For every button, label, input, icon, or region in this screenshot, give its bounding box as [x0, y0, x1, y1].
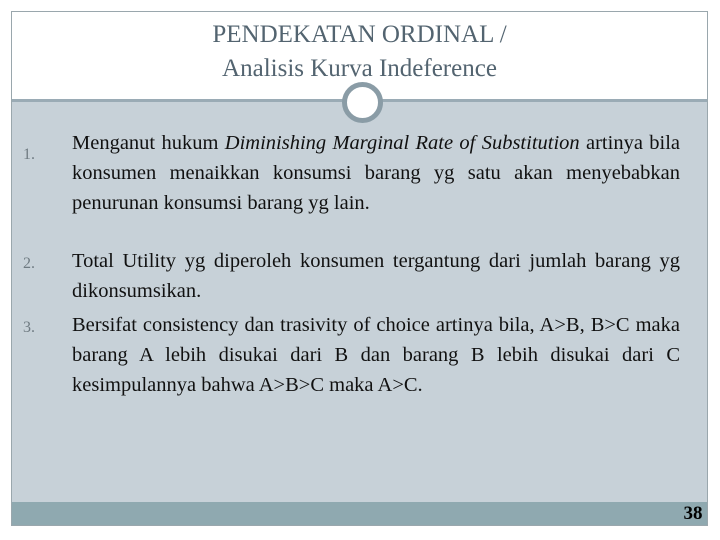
list-number-2: 2.: [23, 255, 35, 272]
list-item-3: Bersifat consistency dan trasivity of choice artinya bila, A>B, B>C maka barang A lebih disukai dari B dan barang B lebih disukai dari C kesimpulannya bahwa A>B>C maka A>C.: [72, 314, 680, 396]
list-item-1-text-a: Menganut hukum: [72, 132, 225, 154]
circle-ornament-icon: [342, 82, 383, 123]
list-number-1: 1.: [23, 146, 35, 163]
list-item-1-italic: Diminishing Marginal Rate of Substitution: [224, 132, 580, 154]
slide-title-line-2: Analisis Kurva Indeference: [222, 55, 497, 82]
list-item-1-text-b: artinya bila konsumen menaikkan konsumsi barang yg satu akan menyebabkan penurunan konsumsi barang yg lain.: [72, 132, 680, 214]
slide: [11, 11, 708, 526]
list-number-3: 3.: [23, 319, 35, 336]
footer-bar: [12, 502, 707, 525]
slide-title-line-1: PENDEKATAN ORDINAL /: [212, 21, 507, 48]
list-item-1: [72, 128, 680, 218]
page-number: 38: [683, 503, 703, 524]
list-item-2: Total Utility yg diperoleh konsumen tergantung dari jumlah barang yg dikonsumsikan.: [72, 250, 680, 302]
